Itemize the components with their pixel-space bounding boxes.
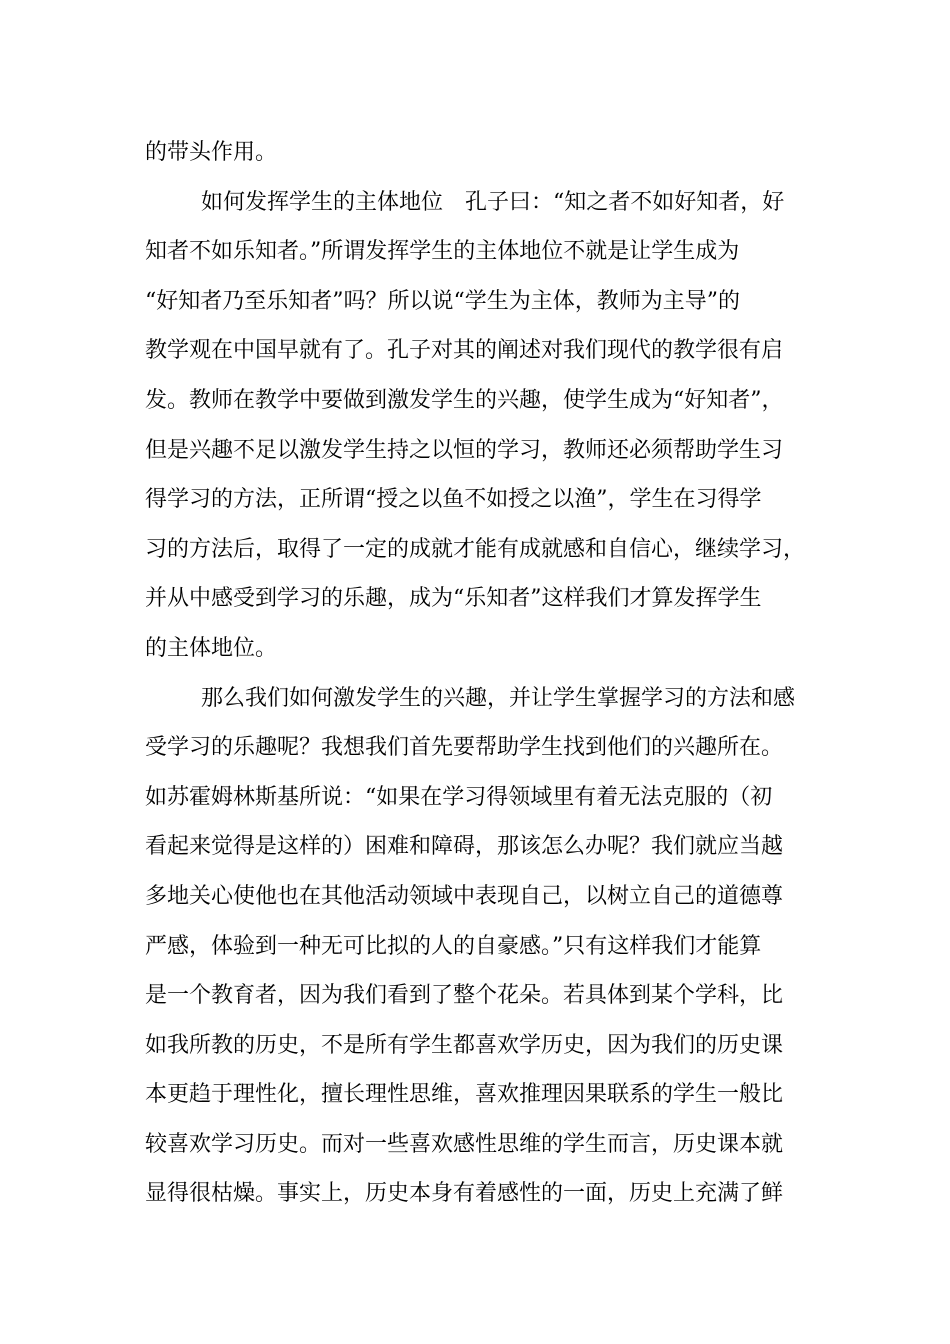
text-line: 严感，体验到一种无可比拟的人的自豪感。”只有这样我们才能算 — [145, 933, 762, 959]
text-line: 多地关心使他也在其他活动领域中表现自己，以树立自己的道德尊 — [145, 883, 784, 909]
paragraph-start-line: 那么我们如何激发学生的兴趣，并让学生掌握学习的方法和感 — [201, 685, 796, 711]
text-line: 是一个教育者，因为我们看到了整个花朵。若具体到某个学科，比 — [145, 983, 784, 1009]
text-line: 的带头作用。 — [145, 140, 278, 165]
text-line: 如苏霍姆林斯基所说：“如果在学习得领域里有着无法克服的（初 — [145, 784, 773, 810]
text-line: 的主体地位。 — [145, 635, 278, 661]
text-line: 知者不如乐知者。”所谓发挥学生的主体地位不就是让学生成为 — [145, 239, 740, 265]
document-body — [145, 128, 807, 1219]
text-line: 受学习的乐趣呢？我想我们首先要帮助学生找到他们的兴趣所在。 — [145, 735, 784, 761]
text-line: 并从中感受到学习的乐趣，成为“乐知者”这样我们才算发挥学生 — [145, 586, 762, 612]
text-line: 较喜欢学习历史。而对一些喜欢感性思维的学生而言，历史课本就 — [145, 1131, 784, 1157]
text-line: 发。教师在教学中要做到激发学生的兴趣，使学生成为“好知者”， — [145, 387, 784, 413]
text-line: 看起来觉得是这样的）困难和障碍，那该怎么办呢？我们就应当越 — [145, 834, 784, 860]
text-line: 得学习的方法，正所谓“授之以鱼不如授之以渔”，学生在习得学 — [145, 487, 762, 513]
text-line: 本更趋于理性化，擅长理性思维，喜欢推理因果联系的学生一般比 — [145, 1082, 784, 1108]
text-line: 教学观在中国早就有了。孔子对其的阐述对我们现代的教学很有启 — [145, 338, 784, 364]
paragraph-start-line: 如何发挥学生的主体地位 孔子曰：“知之者不如好知者，好 — [201, 189, 785, 215]
text-line: 但是兴趣不足以激发学生持之以恒的学习，教师还必须帮助学生习 — [145, 437, 784, 463]
text-line: 显得很枯燥。事实上，历史本身有着感性的一面，历史上充满了鲜 — [145, 1181, 784, 1207]
text-line: “好知者乃至乐知者”吗？所以说“学生为主体，教师为主导”的 — [145, 288, 740, 314]
text-line: 如我所教的历史，不是所有学生都喜欢学历史，因为我们的历史课 — [145, 1032, 784, 1058]
text-line: 习的方法后，取得了一定的成就才能有成就感和自信心，继续学习， — [145, 536, 806, 562]
